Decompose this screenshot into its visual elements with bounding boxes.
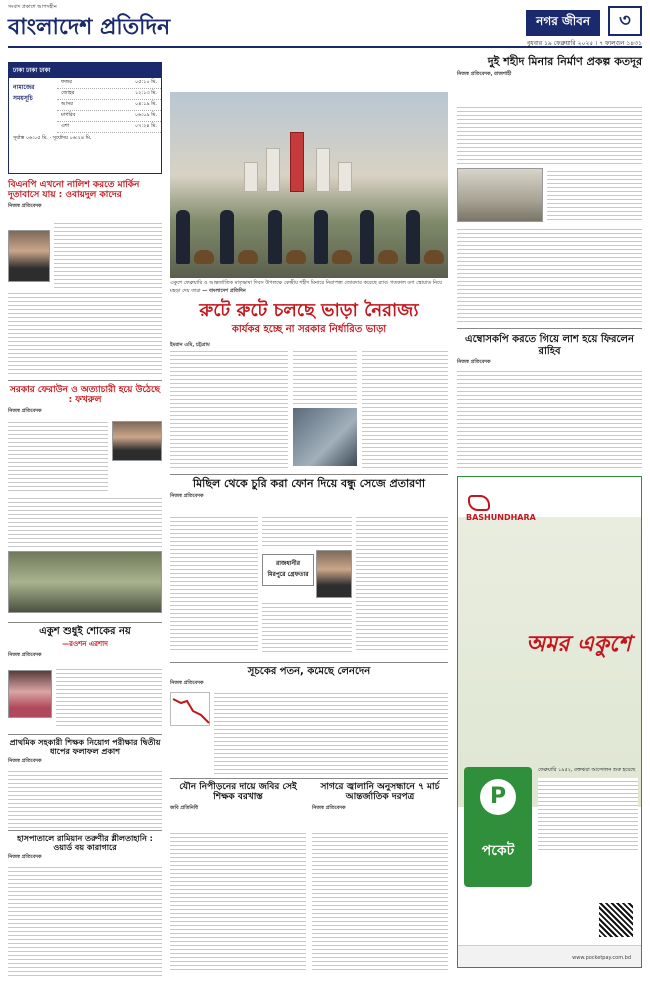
story-headline: যৌন নিপীড়নের দায়ে জবির সেই শিক্ষক বরখাস্ত <box>179 782 297 803</box>
lead-headline: রুটে রুটে চলছে ভাড়া নৈরাজ্য <box>199 300 419 321</box>
story-harassment <box>170 782 306 815</box>
prayer-row: মাগরিব ০৬:০৯ মি. <box>57 111 161 122</box>
story-body <box>8 768 162 828</box>
story-teacher-exam <box>8 738 162 768</box>
newspaper-logo: বাংলাদেশ প্রতিদিন <box>8 14 171 40</box>
story-photo <box>457 168 543 222</box>
dateline: বুধবার ১৯ ফেব্রুয়ারি ২০২৫ । ৭ ফাল্গুন ১৪৩১ <box>526 40 642 47</box>
story-body <box>457 104 642 164</box>
story-body <box>8 419 108 491</box>
story-headline: হাসপাতালে রামিয়ান তরুণীর শ্লীলতাহানি : ওয়ার্ড বয় কারাগারে <box>17 834 153 853</box>
story-headline: বিএনপি এখনো নালিশ করতে মার্কিন দূতাবাসে যায় : ওবায়দুল কাদের <box>8 180 140 201</box>
story-photo <box>8 670 52 718</box>
story-byline: নিজস্ব প্রতিবেদক, রাজশাহী <box>457 70 512 77</box>
story-byline: নিজস্ব প্রতিবেদক <box>8 407 42 414</box>
story-photo <box>8 551 162 613</box>
pocket-wordmark: পকেট <box>481 843 515 859</box>
lead-photo <box>170 92 448 278</box>
story-body <box>8 495 162 547</box>
story-body <box>356 514 448 652</box>
story-byline: নিজস্ব প্রতিবেদক <box>457 359 491 365</box>
lead-photo-bus <box>293 408 357 466</box>
story-headline: সূচকের পতন, কমেছে লেনদেন <box>247 666 371 677</box>
story-byline: নিজস্ব প্রতিবেদক <box>8 202 42 209</box>
story-byline: নিজস্ব প্রতিবেদক <box>8 651 42 658</box>
lead-body <box>170 348 288 468</box>
story-body <box>170 830 306 970</box>
pocket-p-icon: P <box>480 779 516 815</box>
story-ramiyan <box>8 834 162 864</box>
story-headline: একুশ শুধুই শোকের নয় <box>39 626 131 637</box>
story-byline: নিজস্ব প্রতিবেদক <box>170 492 204 499</box>
story-body <box>547 168 642 222</box>
lead-subheadline: কার্যকর হচ্ছে না সরকার নির্ধারিত ভাড়া <box>231 324 387 335</box>
story-phone <box>170 477 448 578</box>
story-shaheed-minar <box>457 56 642 81</box>
sun-times: সূর্যাস্ত ০৬:০৫ মি. · সূর্যোদয় ০৬:২৪ মি. <box>13 135 92 141</box>
ad-footer <box>458 945 641 967</box>
ad-copy: ফেব্রুয়ারি ১৯৫২, রক্তঝরা আন্দোলন শুরু হয়েছে <box>538 767 638 852</box>
story-byline: জবি প্রতিনিধি <box>170 804 198 811</box>
story-byline: নিজস্ব প্রতিবেদক <box>170 679 204 686</box>
page-number: ৩ <box>608 6 642 36</box>
story-bnp-us <box>8 180 162 213</box>
prayer-row: ফজর ০৫:১০ মি. <box>57 78 161 89</box>
story-photo <box>8 230 50 282</box>
prayer-label: নামাজের সময়সূচি <box>13 84 35 102</box>
story-fakhrul <box>8 385 162 418</box>
prayer-row: জোহর ১২:১৩ মি. <box>57 89 161 100</box>
prayer-times-box <box>8 62 162 174</box>
story-author: —রওশন এরশাদ <box>62 639 108 648</box>
advertisement[interactable] <box>457 476 642 968</box>
story-body <box>262 514 352 548</box>
masthead <box>8 4 642 48</box>
photo-caption: একুশে ফেব্রুয়ারি ও আন্তর্জাতিক মাতৃভাষা দিবস উপলক্ষে কেন্দ্রীয় শহীদ মিনারে নিরাপত্তা জোরদার করেছে র‍্যাব। গতকাল ডগ স্কোয়াড নিয়ে মহড়া দেয় তারা — বাংলাদেশ প্রতিদিন <box>170 280 443 294</box>
story-headline: মিছিল থেকে চুরি করা ফোন দিয়ে বন্ধু সেজে প্রতারণা <box>192 477 426 490</box>
pull-quote: রাজধানীর মিরপুরে গ্রেফতার <box>262 554 314 586</box>
story-body <box>8 864 162 976</box>
story-body <box>56 666 162 726</box>
story-body <box>54 220 162 288</box>
lead-body <box>293 348 357 406</box>
qr-code-icon <box>599 903 633 937</box>
story-byline: নিজস্ব প্রতিবেদক <box>312 804 346 811</box>
story-body <box>214 690 448 774</box>
story-body <box>457 226 642 322</box>
prayer-head: ঢাকা ঢাকা ঢাকা <box>9 63 161 78</box>
ad-brand: BASHUNDHARA <box>466 513 536 522</box>
story-body <box>457 368 642 468</box>
section-name: নগর জীবন <box>526 10 600 36</box>
story-sagar <box>312 782 448 815</box>
story-byline: নিজস্ব প্রতিবেদক <box>8 758 42 765</box>
lead-byline: ইমরান এমি, চট্টগ্রাম <box>170 342 210 348</box>
story-body <box>312 830 448 970</box>
story-ambulance <box>457 334 642 369</box>
story-headline: সাগরে জ্বালানি অনুসন্ধানে ৭ মার্চ আন্তর্জাতিক দরপত্র <box>320 782 440 803</box>
story-photo <box>112 421 162 461</box>
story-headline: সরকার ফেরাউন ও অত্যাচারী হয়ে উঠেছে : ফখরুল <box>9 385 161 406</box>
story-headline: প্রাথমিক সহকারী শিক্ষক নিয়োগ পরীক্ষার দ্বিতীয় ধাপের ফলাফল প্রকাশ <box>9 738 161 757</box>
prayer-row: আসর ০৪:১৯ মি. <box>57 100 161 111</box>
story-headline: এম্বোসকপি করতে গিয়ে লাশ হয়ে ফিরলেন রাহিব <box>465 334 634 357</box>
story-byline: নিজস্ব প্রতিবেদক <box>8 854 42 861</box>
story-headline: দুই শহীদ মিনার নির্মাণ প্রকল্প কতদূর <box>487 55 642 68</box>
brand-tagline: সংবাদ প্রকাশে আপসহীন <box>8 4 57 10</box>
lead-body <box>362 348 448 468</box>
story-body <box>262 600 352 652</box>
story-body <box>8 290 162 376</box>
ad-url[interactable]: www.pocketpay.com.bd <box>572 955 631 961</box>
story-ekushe <box>8 626 162 662</box>
story-body <box>170 514 258 652</box>
stock-graph-icon <box>170 692 210 726</box>
ad-title: অমর একুশে <box>525 632 631 657</box>
pocket-logo <box>464 767 532 887</box>
story-stock <box>170 666 448 690</box>
bashundhara-logo-icon <box>468 495 490 511</box>
story-photo <box>316 550 352 598</box>
prayer-row: এশা ০৭:২৪ মি. <box>57 122 161 133</box>
